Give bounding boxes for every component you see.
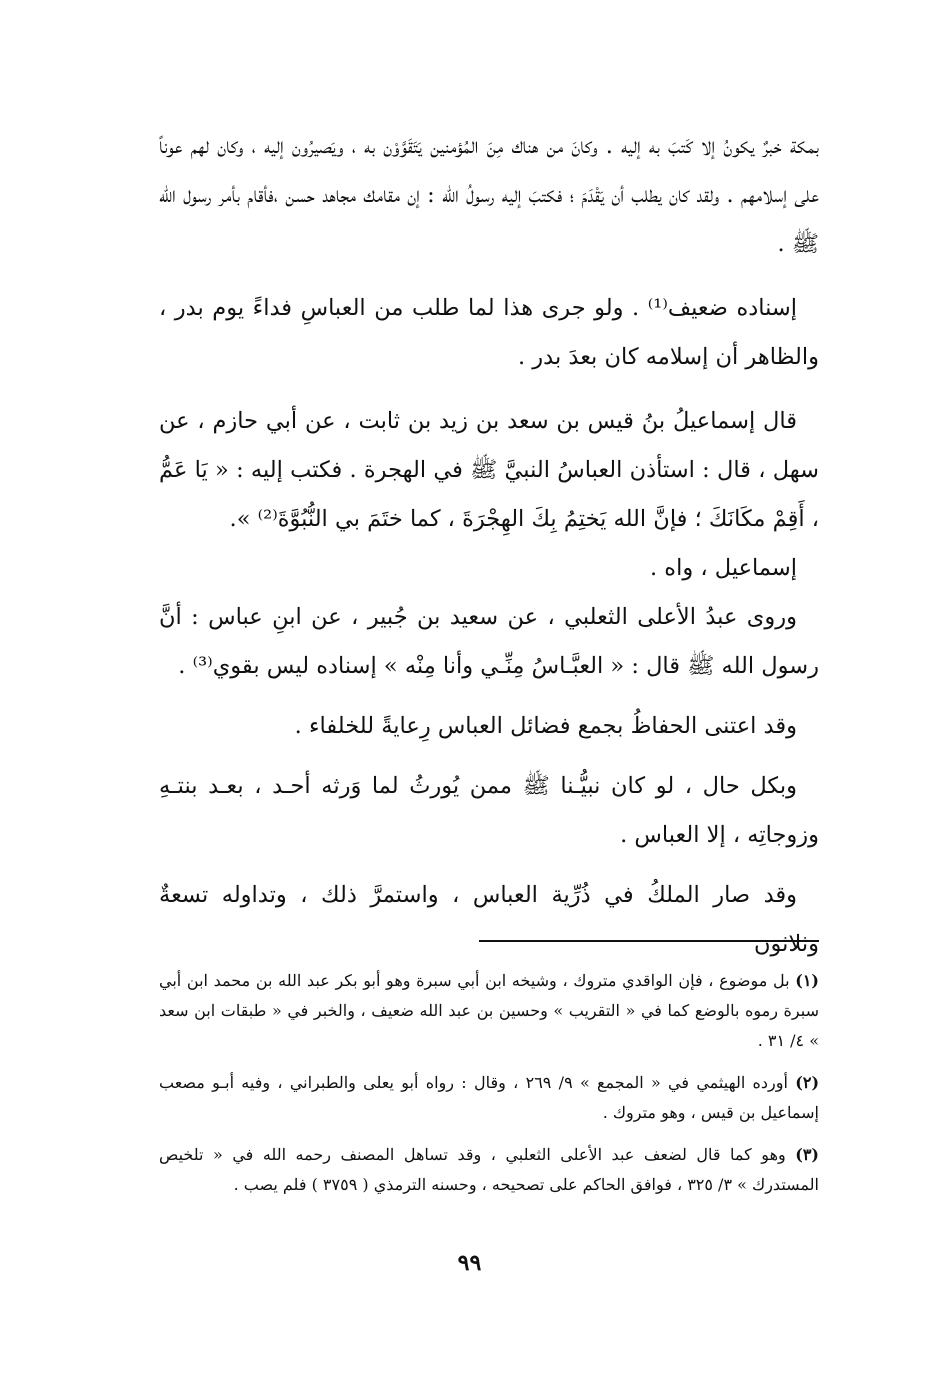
paragraph-inheritance: وبكل حال ، لو كان نبيُّـنا ﷺ ممن يُورثُ لما وَرثه أحـد ، بعـد بنتـهِ وزوجاتِه ، إلا العباس . bbox=[159, 773, 819, 848]
footnote-number: (٢) bbox=[795, 1073, 820, 1092]
footnote-divider bbox=[479, 940, 819, 942]
footnote-text: بل موضوع ، فإن الواقدي متروك ، وشيخه ابن أبي سبرة وهو أبو بكر عبد الله بن محمد ابن أبي سبرة رموه بالوضع كما في « التقريب » وحسين بن عبد الله ضعيف ، والخبر في « طبقات ابن سعد » ٤/ ٣١ . bbox=[159, 971, 819, 1050]
footnote-2 bbox=[159, 1068, 819, 1128]
paragraph-abbasid-rule: وقد صار الملكُ في ذُرِّية العباس ، واستمرَّ ذلك ، وتداوله تسعةٌ وثلاثون bbox=[159, 882, 819, 957]
paragraph-ismail-hadith: قال إسماعيلُ بنُ قيس بن سعد بن زيد بن ثابت ، عن أبي حازم ، عن سهل ، قال : استأذن العباسُ النبيَّ ﷺ في الهجرة . فكتب إليه : « يَا عَمُّ ، أَقِمْ مكَانَكَ ؛ فإنَّ الله يَختِمُ بِكَ الهِجْرَةَ ، كما ختَمَ بي النُّبُوَّةَ⁽²⁾ ». bbox=[159, 408, 819, 532]
paragraph-mecca-news: بمكة خبرٌ يكونُ إلا كَتبَ به إليه . وكانَ من هناك مِنَ المُؤمنين يَتَقَوَّوْن به ، ويَصيرُون إليه ، وكان لهم عوناً على إسلامهم . ولقد كان يطلب أن يَقْدَمَ ؛ فكتبَ إليه رسولُ الله : إن مقامك مجاهد حسن ،فأقام بأمر رسول الله ﷺ . bbox=[159, 133, 819, 257]
footnote-text: أورده الهيثمي في « المجمع » ٩/ ٢٦٩ ، وقال : رواه أبو يعلى والطبراني ، وفيه أبـو مصعب إسماعيل بن قيس ، وهو متروك . bbox=[159, 1073, 819, 1122]
footnotes bbox=[159, 966, 819, 1212]
paragraph-weak-chain: إسناده ضعيف⁽¹⁾ . ولو جرى هذا لما طلب من العباسِ فداءً يوم بدر ، والظاهر أن إسلامه كان بعدَ بدر . bbox=[159, 295, 819, 370]
footnote-1 bbox=[159, 966, 819, 1056]
footnote-number: (٣) bbox=[795, 1145, 819, 1164]
footnote-3 bbox=[159, 1140, 819, 1200]
paragraph-huffaz: وقد اعتنى الحفاظُ بجمع فضائل العباس رِعايةً للخلفاء . bbox=[294, 713, 797, 739]
page-number: ٩٩ bbox=[457, 1250, 482, 1276]
footnote-number: (١) bbox=[795, 971, 819, 990]
paragraph-abd-al-ala: وروى عبدُ الأعلى الثعلبي ، عن سعيد بن جُبير ، عن ابنِ عباس : أنَّ رسول الله ﷺ قال : « العبَّـاسُ مِنِّـي وأنا مِنْه » إسناده ليس بقوي⁽³⁾ . bbox=[159, 604, 819, 679]
main-text bbox=[159, 122, 819, 969]
footnote-text: وهو كما قال لضعف عبد الأعلى الثعلبي ، وقد تساهل المصنف رحمه الله في « تلخيص المستدرك » ٣/ ٣٢٥ ، فوافق الحاكم على تصحيحه ، وحسنه الترمذي ( ٣٧٥٩ ) فلم يصب . bbox=[159, 1145, 819, 1194]
paragraph-ismail-weak: إسماعيل ، واه . bbox=[650, 555, 797, 581]
